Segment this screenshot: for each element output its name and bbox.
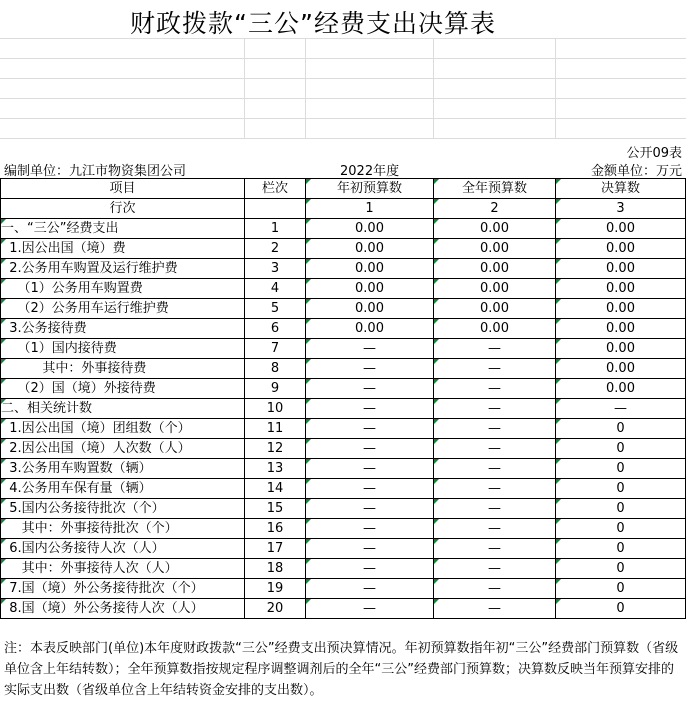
footnote: 注：本表反映部门(单位)本年度财政拨款“三公”经费支出预决算情况。年初预算数指年初“三公”经费部门预算数（省级单位含上年结转数）；全年预算数指按规定程序调整调剂后的全年“三公”经费部门预算数；决算数反映当年预算安排的实际支出数（省级单位含上年结转资金安排的支出数）。 (4, 641, 679, 698)
gridline (433, 38, 434, 138)
row-item: 1.因公出国（境）费 (1, 239, 245, 259)
page-title: 财政拨款“三公”经费支出决算表 (130, 9, 496, 38)
row-final-account: 0 (556, 559, 686, 579)
row-final-account: 0 (556, 519, 686, 539)
row-annual-budget: — (434, 419, 556, 439)
row-item: 其中：外事接待费 (1, 359, 245, 379)
row-final-account: 0 (556, 439, 686, 459)
table-row (1, 299, 686, 319)
row-item: 一、“三公”经费支出 (1, 219, 245, 239)
row-item: 其中：外事接待批次（个） (1, 519, 245, 539)
table-row (1, 519, 686, 539)
row-annual-budget: 0.00 (434, 319, 556, 339)
table-row (1, 479, 686, 499)
row-annual-budget: — (434, 599, 556, 619)
row-annual-budget: — (434, 399, 556, 419)
row-final-account: 0 (556, 539, 686, 559)
row-item: 3.公务接待费 (1, 319, 245, 339)
row-final-account: 0 (556, 479, 686, 499)
row-final-account: 0.00 (556, 339, 686, 359)
row-column-no: 6 (245, 319, 306, 339)
table-row (1, 459, 686, 479)
row-annual-budget: — (434, 579, 556, 599)
row-item: （1）公务用车购置费 (1, 279, 245, 299)
row-item: 3.公务用车购置数（辆） (1, 459, 245, 479)
row-item: 其中：外事接待人次（人） (1, 559, 245, 579)
row-column-no: 11 (245, 419, 306, 439)
row-column-no: 5 (245, 299, 306, 319)
table-body (1, 219, 686, 619)
gridline (555, 38, 556, 138)
row-annual-budget: 0.00 (434, 259, 556, 279)
row-item: （2）国（境）外接待费 (1, 379, 245, 399)
header-annual-budget: 全年预算数 (434, 179, 556, 199)
row-item: 8.国（境）外公务接待人次（人） (1, 599, 245, 619)
row-final-account: 0 (556, 499, 686, 519)
row-item: 6.国内公务接待人次（人） (1, 539, 245, 559)
row-initial-budget: 0.00 (306, 259, 434, 279)
row-annual-budget: — (434, 439, 556, 459)
row-initial-budget: — (306, 479, 434, 499)
table-row (1, 539, 686, 559)
row-column-no: 19 (245, 579, 306, 599)
fiscal-year: 2022年度 (340, 164, 400, 179)
row-initial-budget: 0.00 (306, 279, 434, 299)
row-column-no: 13 (245, 459, 306, 479)
table-row (1, 339, 686, 359)
row-annual-budget: — (434, 499, 556, 519)
table-row (1, 399, 686, 419)
row-final-account: 0.00 (556, 239, 686, 259)
row-initial-budget: 0.00 (306, 319, 434, 339)
row-final-account: 0 (556, 579, 686, 599)
row-final-account: — (556, 399, 686, 419)
row-item: （2）公务用车运行维护费 (1, 299, 245, 319)
row-annual-budget: — (434, 539, 556, 559)
row-initial-budget: — (306, 419, 434, 439)
table-row (1, 439, 686, 459)
row-column-no: 2 (245, 239, 306, 259)
row-column-no: 3 (245, 259, 306, 279)
row-item: 2.公务用车购置及运行维护费 (1, 259, 245, 279)
header-column-no: 栏次 (245, 179, 306, 199)
row-initial-budget: 0.00 (306, 239, 434, 259)
row-column-no: 12 (245, 439, 306, 459)
table-row (1, 599, 686, 619)
row-initial-budget: — (306, 359, 434, 379)
row-annual-budget: — (434, 459, 556, 479)
row-item: 4.公务用车保有量（辆） (1, 479, 245, 499)
row-annual-budget: — (434, 359, 556, 379)
row-column-no: 9 (245, 379, 306, 399)
table-row (1, 219, 686, 239)
table-row (1, 359, 686, 379)
row-initial-budget: — (306, 399, 434, 419)
row-initial-budget: — (306, 379, 434, 399)
row-annual-budget: — (434, 379, 556, 399)
row-annual-budget: 0.00 (434, 239, 556, 259)
row-item: 7.国（境）外公务接待批次（个） (1, 579, 245, 599)
gridline (0, 138, 686, 139)
row-initial-budget: 0.00 (306, 219, 434, 239)
row-initial-budget: — (306, 539, 434, 559)
gridline (0, 58, 686, 59)
row-annual-budget: 0.00 (434, 299, 556, 319)
amount-unit: 金额单位：万元 (590, 164, 682, 179)
gridline (0, 118, 686, 119)
row-column-no: 20 (245, 599, 306, 619)
index-col-2: 2 (434, 199, 556, 219)
table-row (1, 259, 686, 279)
row-annual-budget: — (434, 479, 556, 499)
row-initial-budget: — (306, 499, 434, 519)
table-row (1, 499, 686, 519)
row-final-account: 0.00 (556, 279, 686, 299)
expenditure-table (0, 178, 686, 619)
header-item: 项目 (1, 179, 245, 199)
row-final-account: 0 (556, 419, 686, 439)
row-column-no: 14 (245, 479, 306, 499)
row-final-account: 0.00 (556, 379, 686, 399)
gridline (305, 38, 306, 138)
row-final-account: 0 (556, 459, 686, 479)
header-final-account: 决算数 (556, 179, 686, 199)
row-column-no: 17 (245, 539, 306, 559)
row-item: 二、相关统计数 (1, 399, 245, 419)
form-code: 公开09表 (626, 146, 682, 161)
index-label: 行次 (1, 199, 245, 219)
row-item: 1.因公出国（境）团组数（个） (1, 419, 245, 439)
row-column-no: 16 (245, 519, 306, 539)
gridline (0, 78, 686, 79)
row-final-account: 0 (556, 599, 686, 619)
row-annual-budget: — (434, 339, 556, 359)
row-initial-budget: — (306, 559, 434, 579)
row-final-account: 0.00 (556, 259, 686, 279)
index-col-1: 1 (306, 199, 434, 219)
row-item: 2.因公出国（境）人次数（人） (1, 439, 245, 459)
row-initial-budget: — (306, 459, 434, 479)
row-final-account: 0.00 (556, 219, 686, 239)
row-initial-budget: 0.00 (306, 299, 434, 319)
row-initial-budget: — (306, 579, 434, 599)
header-initial-budget: 年初预算数 (306, 179, 434, 199)
table-row (1, 279, 686, 299)
row-item: 5.国内公务接待批次（个） (1, 499, 245, 519)
row-item: （1）国内接待费 (1, 339, 245, 359)
table-row (1, 559, 686, 579)
row-final-account: 0.00 (556, 319, 686, 339)
row-initial-budget: — (306, 599, 434, 619)
table-row (1, 319, 686, 339)
table-row (1, 379, 686, 399)
row-column-no: 1 (245, 219, 306, 239)
gridline (244, 38, 245, 138)
row-annual-budget: — (434, 559, 556, 579)
row-annual-budget: 0.00 (434, 219, 556, 239)
row-initial-budget: — (306, 339, 434, 359)
row-column-no: 15 (245, 499, 306, 519)
index-row (1, 199, 686, 219)
index-col-3: 3 (556, 199, 686, 219)
row-initial-budget: — (306, 439, 434, 459)
gridline (0, 98, 686, 99)
table-row (1, 239, 686, 259)
row-column-no: 18 (245, 559, 306, 579)
row-final-account: 0.00 (556, 299, 686, 319)
row-column-no: 7 (245, 339, 306, 359)
reporting-unit: 编制单位：九江市物资集团公司 (4, 164, 187, 179)
row-annual-budget: 0.00 (434, 279, 556, 299)
row-final-account: 0.00 (556, 359, 686, 379)
row-column-no: 8 (245, 359, 306, 379)
row-column-no: 4 (245, 279, 306, 299)
table-row (1, 579, 686, 599)
table-row (1, 419, 686, 439)
row-annual-budget: — (434, 519, 556, 539)
header-row (1, 179, 686, 199)
row-column-no: 10 (245, 399, 306, 419)
row-initial-budget: — (306, 519, 434, 539)
index-blank (245, 199, 306, 219)
